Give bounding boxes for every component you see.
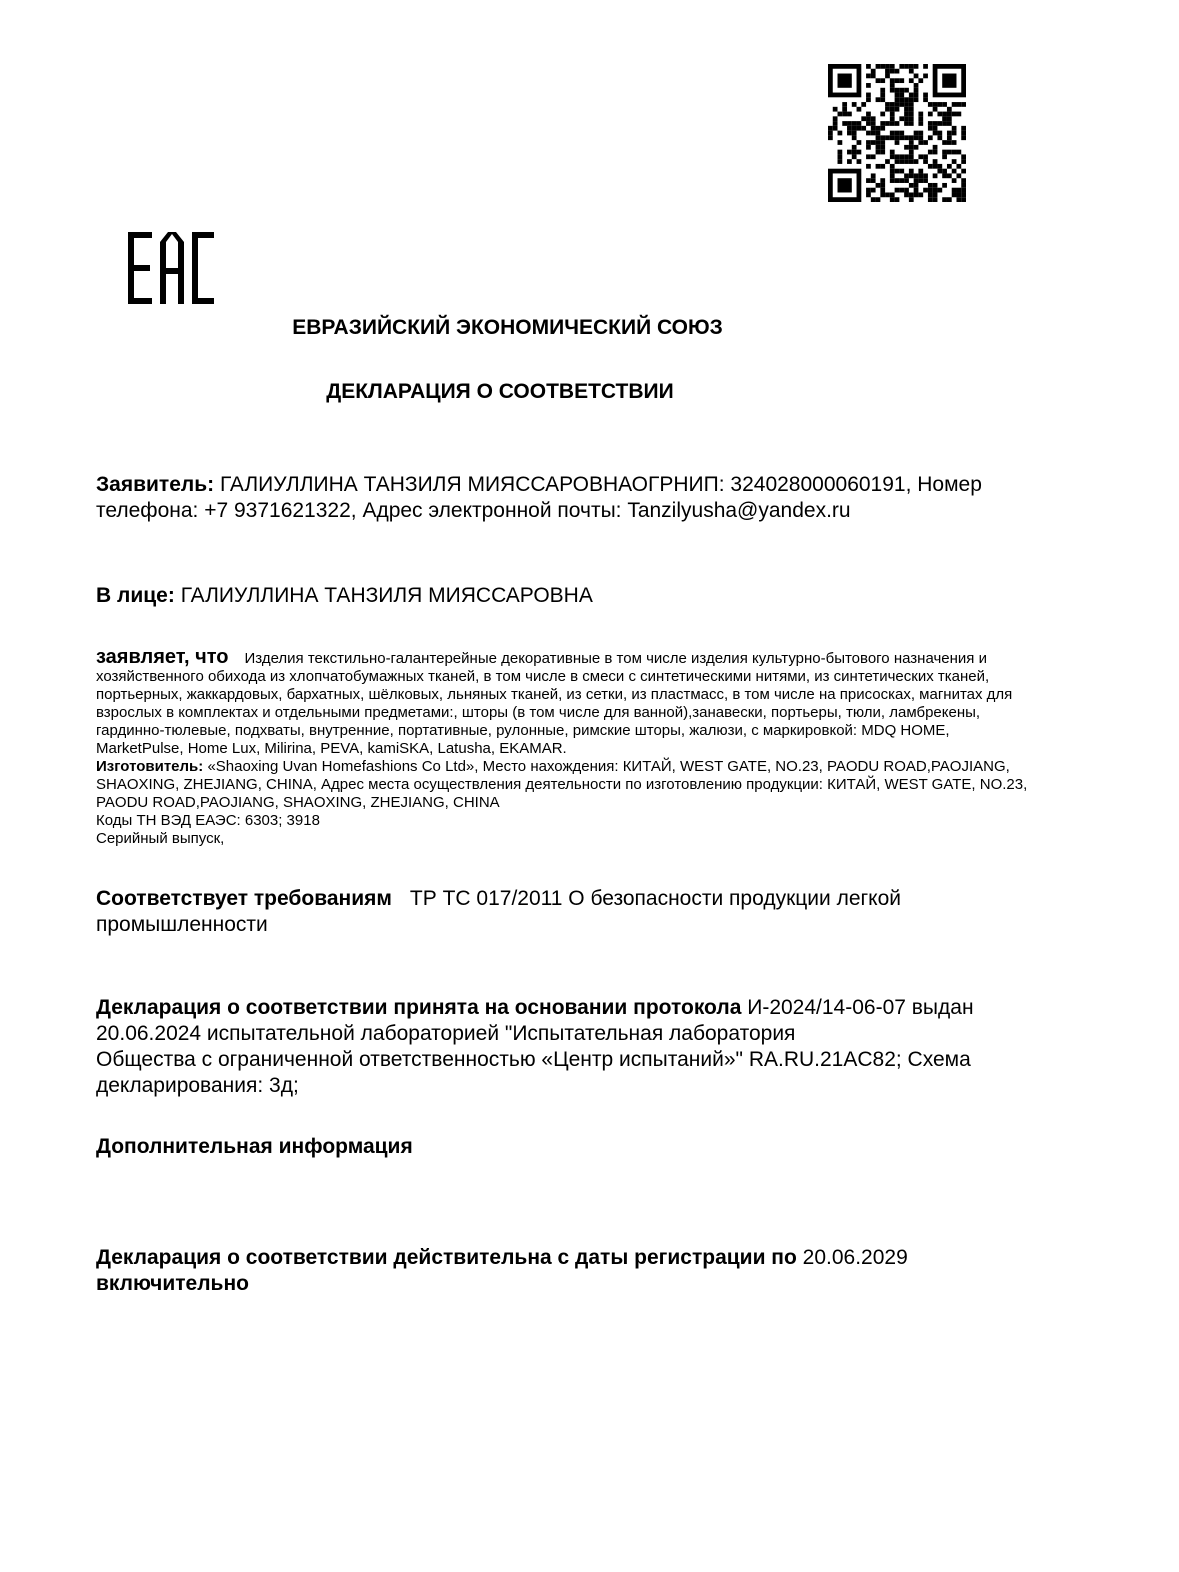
- declares-line: MarketPulse, Home Lux, Milirina, PEVA, kamiSKA, Latusha, EKAMAR.: [96, 740, 567, 757]
- validity-date: 20.06.2029: [802, 1246, 908, 1269]
- declares-line: хозяйственного обихода из хлопчатобумажных тканей, в том числе в смеси с синтетическими нитями, из синтетических тканей,: [96, 668, 990, 685]
- declaration-title: ДЕКЛАРАЦИЯ О СООТВЕТСТВИИ: [326, 380, 674, 403]
- represented-label: В лице:: [96, 584, 175, 607]
- manufacturer-line: SHAOXING, ZHEJIANG, CHINA, Адрес места осуществления деятельности по изготовлению продукции: КИТАЙ, WEST GATE, NO.23,: [96, 776, 1028, 793]
- applicant-label: Заявитель:: [96, 473, 215, 496]
- applicant-line1: ГАЛИУЛЛИНА ТАНЗИЛЯ МИЯССАРОВНАОГРНИП: 324028000060191, Номер: [219, 473, 982, 496]
- hs-codes: Коды ТН ВЭД ЕАЭС: 6303; 3918: [96, 812, 320, 829]
- declares-label: заявляет, что: [96, 646, 229, 668]
- manufacturer-label: Изготовитель:: [96, 758, 204, 775]
- qr-code-icon: [828, 64, 966, 202]
- requirements-line2: промышленности: [96, 913, 268, 936]
- requirements-section: [96, 886, 1096, 938]
- declares-line: Изделия текстильно-галантерейные декоративные в том числе изделия культурно-бытового назначения и: [244, 650, 987, 667]
- declares-line: взрослых в комплектах и отдельными предметами:, шторы (в том числе для ванной),занавески, портьеры, тюли, ламбрекены,: [96, 704, 981, 721]
- represented-section: [96, 583, 1096, 609]
- serial-release: Серийный выпуск,: [96, 830, 225, 847]
- declares-line: портьерных, жаккардовых, бархатных, шёлковых, льняных тканей, из сетки, из пластмасс, в том числе на присосках, магнитах для: [96, 686, 1013, 703]
- validity-section: [96, 1245, 1096, 1297]
- applicant-line2: телефона: +7 9371621322, Адрес электронной почты: Tanzilyusha@yandex.ru: [96, 499, 851, 522]
- additional-info-label: Дополнительная информация: [96, 1135, 413, 1158]
- eac-logo: [128, 232, 214, 304]
- protocol-line4: декларирования: 3д;: [96, 1074, 299, 1097]
- protocol-line2: 20.06.2024 испытательной лабораторией "Испытательная лаборатория: [96, 1022, 796, 1045]
- manufacturer-line: PAODU ROAD,PAOJIANG, SHAOXING, ZHEJIANG, CHINA: [96, 794, 500, 811]
- validity-label: Декларация о соответствии действительна с даты регистрации по: [96, 1246, 797, 1269]
- protocol-section: [96, 995, 1096, 1099]
- requirements-label: Соответствует требованиям: [96, 887, 392, 910]
- protocol-line1: И-2024/14-06-07 выдан: [747, 996, 974, 1019]
- represented-value: ГАЛИУЛЛИНА ТАНЗИЛЯ МИЯССАРОВНА: [180, 584, 593, 607]
- declares-line: гардинно-тюлевые, подхваты, внутренние, портативные, рулонные, римские шторы, жалюзи, с маркировкой: MDQ HOME,: [96, 722, 950, 739]
- applicant-section: [96, 472, 1096, 524]
- additional-info-section: [96, 1134, 1096, 1160]
- protocol-line3: Общества с ограниченной ответственностью «Центр испытаний»" RA.RU.21AC82; Схема: [96, 1048, 971, 1071]
- requirements-line1: ТР ТС 017/2011 О безопасности продукции легкой: [409, 887, 902, 910]
- protocol-label: Декларация о соответствии принята на основании протокола: [96, 996, 742, 1019]
- manufacturer-line: «Shaoxing Uvan Homefashions Co Ltd», Место нахождения: КИТАЙ, WEST GATE, NO.23, PAODU ROAD,PAOJIANG,: [207, 758, 1010, 775]
- validity-suffix: включительно: [96, 1272, 249, 1295]
- declares-section: [96, 648, 1096, 848]
- union-title: ЕВРАЗИЙСКИЙ ЭКОНОМИЧЕСКИЙ СОЮЗ: [292, 316, 723, 339]
